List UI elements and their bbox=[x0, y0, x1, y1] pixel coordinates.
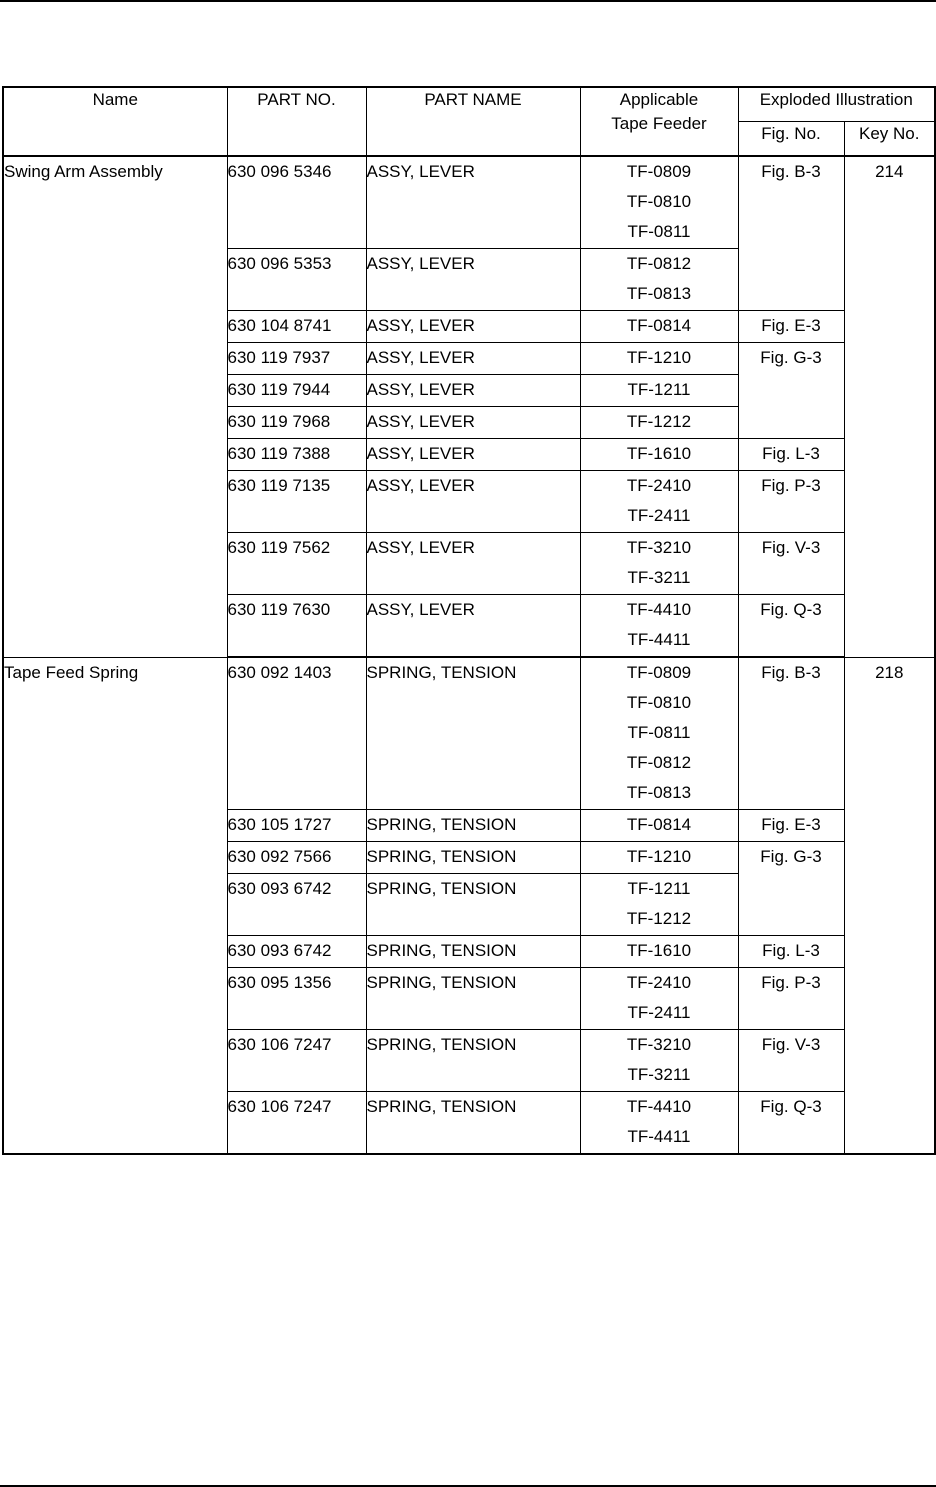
key-no-cell: 218 bbox=[844, 657, 935, 1154]
part-name-cell: SPRING, TENSION bbox=[366, 936, 580, 968]
part-name-cell: SPRING, TENSION bbox=[366, 874, 580, 936]
tape-feeder-item: TF-2411 bbox=[627, 506, 691, 525]
part-name-cell: SPRING, TENSION bbox=[366, 657, 580, 810]
tape-feeder-item: TF-0810 bbox=[626, 192, 692, 211]
part-no-cell: 630 119 7937 bbox=[227, 343, 366, 375]
tape-feeder-item: TF-0812 bbox=[626, 254, 692, 273]
table-row bbox=[3, 156, 935, 249]
tape-feeder-cell bbox=[580, 471, 738, 533]
tape-feeder-item: TF-4411 bbox=[627, 1127, 691, 1146]
fig-no-cell: Fig. P-3 bbox=[738, 968, 844, 1030]
fig-no-cell: Fig. G-3 bbox=[738, 842, 844, 936]
part-name-cell: ASSY, LEVER bbox=[366, 407, 580, 439]
fig-no-cell: Fig. B-3 bbox=[738, 156, 844, 311]
fig-no-cell: Fig. E-3 bbox=[738, 311, 844, 343]
part-no-cell: 630 106 7247 bbox=[227, 1092, 366, 1155]
tape-feeder-item: TF-0810 bbox=[626, 693, 692, 712]
part-no-cell: 630 092 1403 bbox=[227, 657, 366, 810]
tape-feeder-cell bbox=[580, 375, 738, 407]
tape-feeder-cell bbox=[580, 842, 738, 874]
header-part-name: PART NAME bbox=[366, 87, 580, 156]
fig-no-cell: Fig. L-3 bbox=[738, 936, 844, 968]
tape-feeder-item: TF-4410 bbox=[626, 600, 692, 619]
tape-feeder-cell bbox=[580, 968, 738, 1030]
header-name: Name bbox=[3, 87, 227, 156]
part-name-cell: SPRING, TENSION bbox=[366, 842, 580, 874]
header-applicable-tape-feeder bbox=[580, 87, 738, 156]
tape-feeder-item: TF-1211 bbox=[627, 380, 691, 399]
fig-no-cell: Fig. Q-3 bbox=[738, 595, 844, 658]
part-no-cell: 630 119 7388 bbox=[227, 439, 366, 471]
tape-feeder-cell bbox=[580, 874, 738, 936]
tape-feeder-item: TF-2410 bbox=[626, 973, 692, 992]
part-no-cell: 630 119 7630 bbox=[227, 595, 366, 658]
tape-feeder-item: TF-0814 bbox=[626, 316, 692, 335]
table-header bbox=[3, 87, 935, 156]
tape-feeder-item: TF-1211 bbox=[627, 879, 691, 898]
tape-feeder-cell bbox=[580, 343, 738, 375]
part-name-cell: SPRING, TENSION bbox=[366, 968, 580, 1030]
header-fig-no: Fig. No. bbox=[738, 122, 844, 157]
fig-no-cell: Fig. Q-3 bbox=[738, 1092, 844, 1155]
tape-feeder-cell bbox=[580, 533, 738, 595]
tape-feeder-item: TF-0809 bbox=[626, 663, 692, 682]
tape-feeder-cell bbox=[580, 249, 738, 311]
tape-feeder-item: TF-0809 bbox=[626, 162, 692, 181]
part-name-cell: SPRING, TENSION bbox=[366, 810, 580, 842]
part-no-cell: 630 096 5353 bbox=[227, 249, 366, 311]
tape-feeder-cell bbox=[580, 595, 738, 658]
tape-feeder-item: TF-1212 bbox=[626, 412, 692, 431]
parts-table bbox=[2, 86, 936, 1155]
part-name-cell: SPRING, TENSION bbox=[366, 1030, 580, 1092]
tape-feeder-item: TF-3211 bbox=[627, 568, 691, 587]
fig-no-cell: Fig. V-3 bbox=[738, 1030, 844, 1092]
tape-feeder-item: TF-0812 bbox=[626, 753, 692, 772]
group-name-cell: Tape Feed Spring bbox=[3, 657, 227, 1154]
tape-feeder-cell bbox=[580, 936, 738, 968]
tape-feeder-item: TF-1610 bbox=[626, 941, 692, 960]
tape-feeder-cell bbox=[580, 407, 738, 439]
tape-feeder-item: TF-0813 bbox=[626, 783, 692, 802]
part-no-cell: 630 104 8741 bbox=[227, 311, 366, 343]
fig-no-cell: Fig. G-3 bbox=[738, 343, 844, 439]
part-name-cell: ASSY, LEVER bbox=[366, 595, 580, 658]
header-part-no: PART NO. bbox=[227, 87, 366, 156]
tape-feeder-item: TF-2410 bbox=[626, 476, 692, 495]
table-row bbox=[3, 657, 935, 810]
tape-feeder-item: TF-4410 bbox=[626, 1097, 692, 1116]
top-rule bbox=[0, 0, 936, 2]
header-tape-line1: Applicable bbox=[619, 90, 699, 109]
part-no-cell: 630 119 7944 bbox=[227, 375, 366, 407]
part-no-cell: 630 119 7562 bbox=[227, 533, 366, 595]
tape-feeder-cell bbox=[580, 810, 738, 842]
part-no-cell: 630 119 7135 bbox=[227, 471, 366, 533]
tape-feeder-item: TF-4411 bbox=[627, 630, 691, 649]
header-exploded-illustration: Exploded Illustration bbox=[738, 87, 935, 122]
tape-feeder-item: TF-1212 bbox=[626, 909, 692, 928]
part-no-cell: 630 095 1356 bbox=[227, 968, 366, 1030]
tape-feeder-cell bbox=[580, 657, 738, 810]
part-name-cell: ASSY, LEVER bbox=[366, 156, 580, 249]
fig-no-cell: Fig. P-3 bbox=[738, 471, 844, 533]
tape-feeder-cell bbox=[580, 1092, 738, 1155]
tape-feeder-item: TF-1210 bbox=[626, 348, 692, 367]
part-no-cell: 630 093 6742 bbox=[227, 936, 366, 968]
fig-no-cell: Fig. V-3 bbox=[738, 533, 844, 595]
fig-no-cell: Fig. E-3 bbox=[738, 810, 844, 842]
tape-feeder-cell bbox=[580, 1030, 738, 1092]
tape-feeder-cell bbox=[580, 311, 738, 343]
tape-feeder-item: TF-2411 bbox=[627, 1003, 691, 1022]
part-no-cell: 630 092 7566 bbox=[227, 842, 366, 874]
part-name-cell: ASSY, LEVER bbox=[366, 533, 580, 595]
tape-feeder-item: TF-1210 bbox=[626, 847, 692, 866]
tape-feeder-item: TF-0811 bbox=[627, 723, 691, 742]
part-name-cell: ASSY, LEVER bbox=[366, 439, 580, 471]
fig-no-cell: Fig. B-3 bbox=[738, 657, 844, 810]
part-name-cell: ASSY, LEVER bbox=[366, 249, 580, 311]
part-name-cell: ASSY, LEVER bbox=[366, 311, 580, 343]
group-name-cell: Swing Arm Assembly bbox=[3, 156, 227, 657]
tape-feeder-item: TF-3210 bbox=[626, 1035, 692, 1054]
part-no-cell: 630 096 5346 bbox=[227, 156, 366, 249]
tape-feeder-item: TF-3211 bbox=[627, 1065, 691, 1084]
tape-feeder-cell bbox=[580, 156, 738, 249]
part-no-cell: 630 106 7247 bbox=[227, 1030, 366, 1092]
fig-no-cell: Fig. L-3 bbox=[738, 439, 844, 471]
part-name-cell: ASSY, LEVER bbox=[366, 375, 580, 407]
part-no-cell: 630 119 7968 bbox=[227, 407, 366, 439]
tape-feeder-item: TF-1610 bbox=[626, 444, 692, 463]
part-no-cell: 630 093 6742 bbox=[227, 874, 366, 936]
tape-feeder-item: TF-0811 bbox=[627, 222, 691, 241]
part-name-cell: SPRING, TENSION bbox=[366, 1092, 580, 1155]
header-tape-line2: Tape Feeder bbox=[611, 114, 707, 133]
tape-feeder-item: TF-0814 bbox=[626, 815, 692, 834]
part-no-cell: 630 105 1727 bbox=[227, 810, 366, 842]
part-name-cell: ASSY, LEVER bbox=[366, 471, 580, 533]
part-name-cell: ASSY, LEVER bbox=[366, 343, 580, 375]
tape-feeder-item: TF-3210 bbox=[626, 538, 692, 557]
table-body bbox=[3, 156, 935, 1154]
key-no-cell: 214 bbox=[844, 156, 935, 657]
header-key-no: Key No. bbox=[844, 122, 935, 157]
tape-feeder-cell bbox=[580, 439, 738, 471]
tape-feeder-item: TF-0813 bbox=[626, 284, 692, 303]
